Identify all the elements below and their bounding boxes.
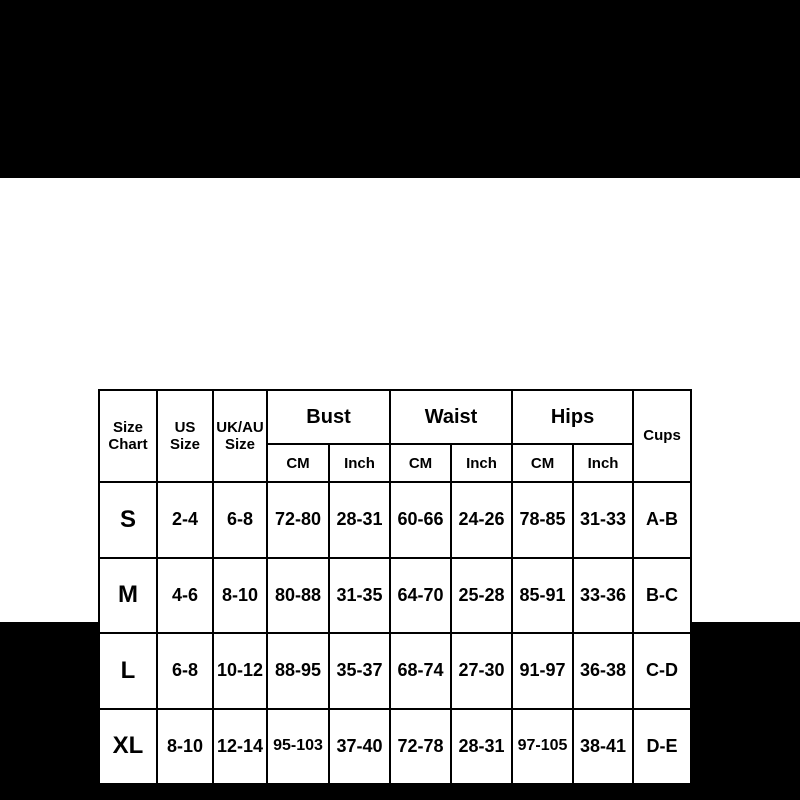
table-row: [99, 709, 691, 785]
cell-hips-inch: 31-33: [573, 482, 633, 558]
header-waist-inch: Inch: [451, 444, 512, 482]
header-size-chart-line2: Chart: [108, 436, 148, 453]
cell-us-size: 8-10: [157, 709, 213, 785]
header-ukau-size-line2: Size: [224, 436, 255, 453]
cell-cups: C-D: [633, 633, 691, 709]
cell-bust-inch: 37-40: [329, 709, 390, 785]
cell-bust-cm: 72-80: [267, 482, 329, 558]
cell-ukau-size: 6-8: [213, 482, 267, 558]
header-size-chart: [99, 390, 157, 482]
header-hips-cm: CM: [512, 444, 573, 482]
cell-waist-cm: 72-78: [390, 709, 451, 785]
table-row: [99, 558, 691, 634]
cell-bust-cm: 88-95: [267, 633, 329, 709]
header-bust-inch: Inch: [329, 444, 390, 482]
cell-cups: B-C: [633, 558, 691, 634]
table-row: [99, 482, 691, 558]
cell-hips-inch: 33-36: [573, 558, 633, 634]
cell-size: XL: [99, 709, 157, 785]
cell-bust-inch: 28-31: [329, 482, 390, 558]
header-ukau-size: [213, 390, 267, 482]
cell-bust-cm: 95-103: [267, 709, 329, 785]
cell-waist-inch: 25-28: [451, 558, 512, 634]
cell-hips-cm: 91-97: [512, 633, 573, 709]
header-ukau-size-line1: UK/AU: [216, 418, 264, 436]
header-cups: Cups: [633, 390, 691, 482]
cell-cups: A-B: [633, 482, 691, 558]
table-header-row-primary: [99, 390, 691, 444]
cell-hips-inch: 36-38: [573, 633, 633, 709]
cell-hips-cm: 78-85: [512, 482, 573, 558]
document-panel: [0, 178, 800, 760]
header-hips-inch: Inch: [573, 444, 633, 482]
header-waist-cm: CM: [390, 444, 451, 482]
cell-hips-cm: 85-91: [512, 558, 573, 634]
size-chart-table: [98, 389, 692, 785]
cell-ukau-size: 10-12: [213, 633, 267, 709]
header-us-size-line2: Size: [169, 436, 200, 453]
header-us-size-line1: US: [174, 418, 196, 436]
cell-ukau-size: 12-14: [213, 709, 267, 785]
cell-waist-inch: 24-26: [451, 482, 512, 558]
cell-hips-cm: 97-105: [512, 709, 573, 785]
header-waist: Waist: [390, 390, 512, 444]
cell-waist-inch: 27-30: [451, 633, 512, 709]
cell-us-size: 4-6: [157, 558, 213, 634]
size-chart-container: [98, 389, 690, 783]
cell-waist-cm: 64-70: [390, 558, 451, 634]
header-us-size: [157, 390, 213, 482]
header-hips: Hips: [512, 390, 633, 444]
cell-us-size: 2-4: [157, 482, 213, 558]
header-size-chart-line1: Size: [112, 418, 143, 436]
cell-waist-cm: 68-74: [390, 633, 451, 709]
cell-size: L: [99, 633, 157, 709]
cell-hips-inch: 38-41: [573, 709, 633, 785]
cell-bust-inch: 31-35: [329, 558, 390, 634]
cell-waist-inch: 28-31: [451, 709, 512, 785]
cell-bust-inch: 35-37: [329, 633, 390, 709]
header-bust: Bust: [267, 390, 390, 444]
cell-us-size: 6-8: [157, 633, 213, 709]
cell-bust-cm: 80-88: [267, 558, 329, 634]
cell-cups: D-E: [633, 709, 691, 785]
header-bust-cm: CM: [267, 444, 329, 482]
cell-size: M: [99, 558, 157, 634]
cell-ukau-size: 8-10: [213, 558, 267, 634]
cell-size: S: [99, 482, 157, 558]
table-row: [99, 633, 691, 709]
cell-waist-cm: 60-66: [390, 482, 451, 558]
